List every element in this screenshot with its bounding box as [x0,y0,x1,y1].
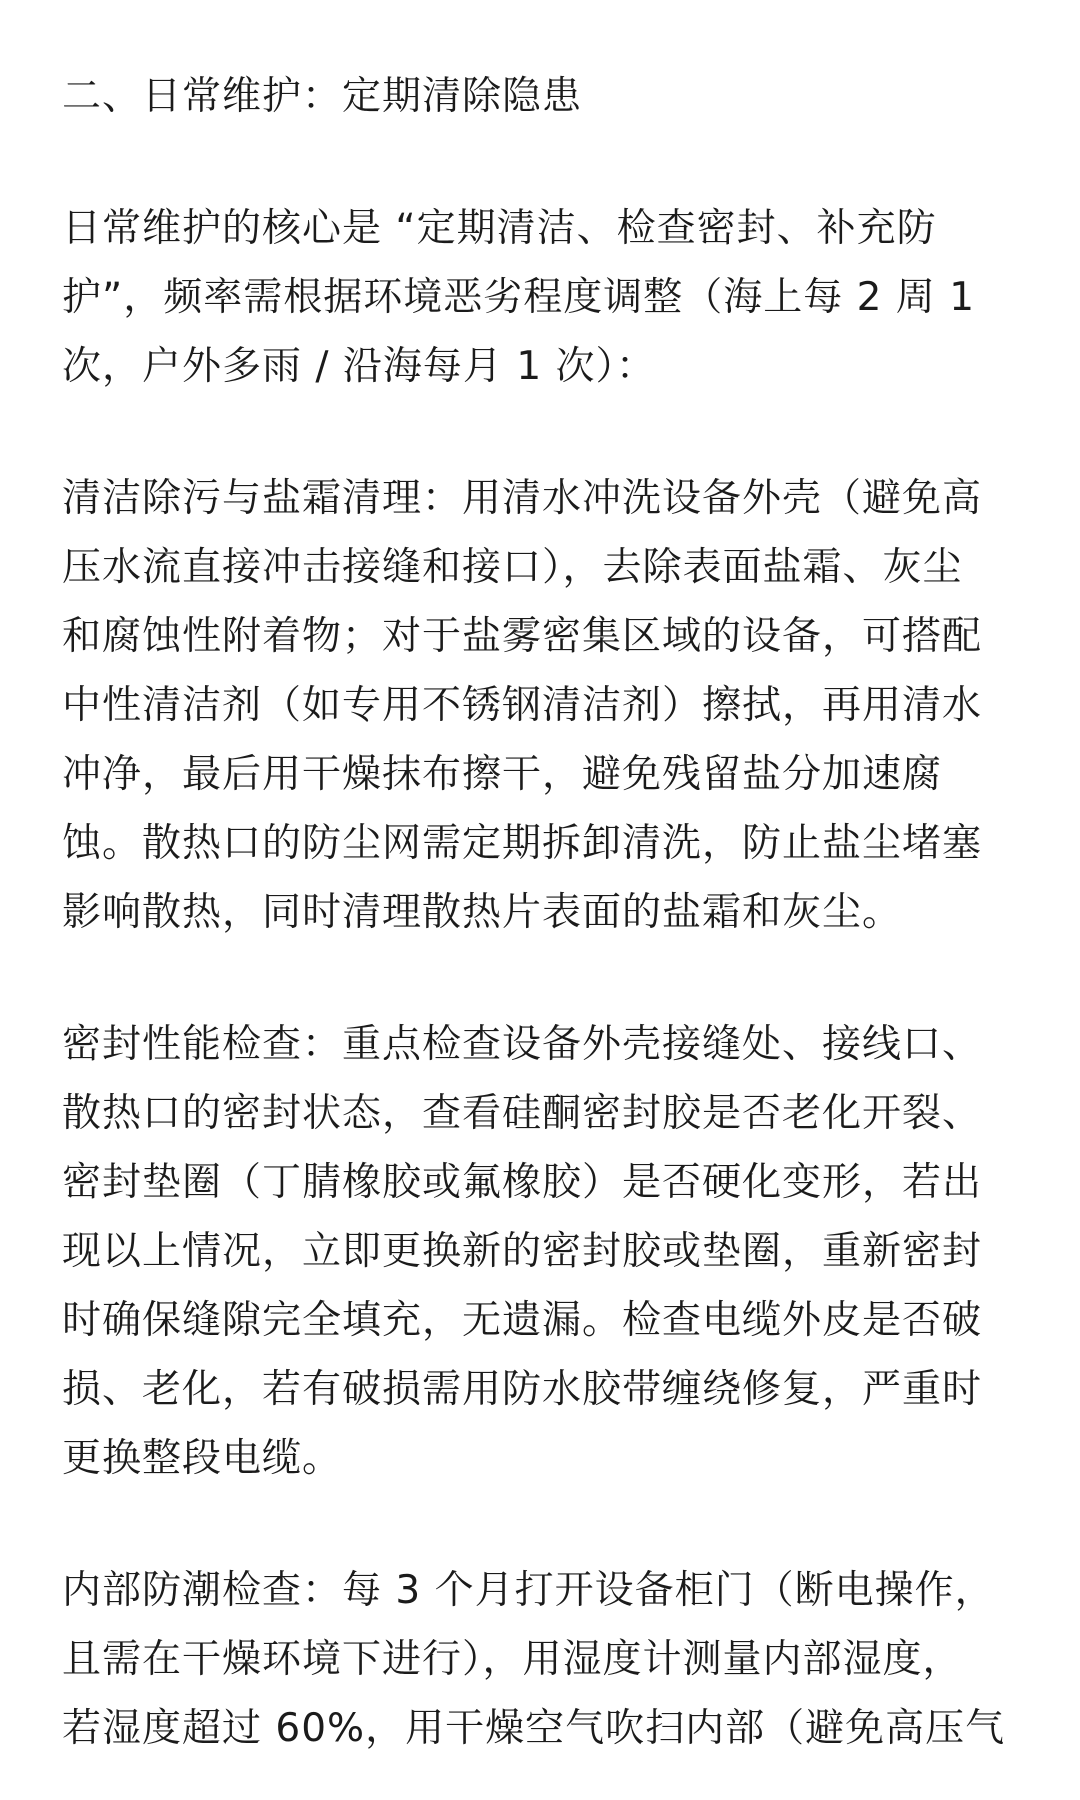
text-line: 护”，频率需根据环境恶劣程度调整（海上每 2 周 1 [62,275,976,320]
text-line: 次，户外多雨 / 沿海每月 1 次）： [62,344,657,389]
paragraph-gap [62,947,1022,1010]
section-heading [62,62,1022,131]
text-line: 内部防潮检查：每 3 个月打开设备柜门（断电操作， [62,1568,995,1613]
text-line: 清洁除污与盐霜清理：用清水冲洗设备外壳（避免高 [62,476,983,521]
text-line: 影响散热，同时清理散热片表面的盐霜和灰尘。 [62,890,903,935]
text-line: 若湿度超过 60%，用干燥空气吹扫内部（避免高压气 [62,1706,1006,1751]
text-line: 中性清洁剂（如专用不锈钢清洁剂）擦拭，再用清水 [62,683,983,728]
text-line: 日常维护的核心是 “定期清洁、检查密封、补充防 [62,206,937,251]
paragraph-gap [62,131,1022,194]
article-body [62,62,1022,1763]
text-line: 和腐蚀性附着物；对于盐雾密集区域的设备，可搭配 [62,614,983,659]
text-line: 且需在干燥环境下进行），用湿度计测量内部湿度， [62,1637,963,1682]
cleaning-paragraph [62,464,1022,947]
text-line: 现以上情况，立即更换新的密封胶或垫圈，重新密封 [62,1229,983,1274]
paragraph-gap [62,401,1022,464]
intro-paragraph [62,194,1022,401]
text-line: 压水流直接冲击接缝和接口），去除表面盐霜、灰尘 [62,545,963,590]
sealing-paragraph [62,1010,1022,1493]
paragraph-gap [62,1493,1022,1556]
text-line: 蚀。散热口的防尘网需定期拆卸清洗，防止盐尘堵塞 [62,821,983,866]
text-line: 损、老化，若有破损需用防水胶带缠绕修复，严重时 [62,1367,983,1412]
text-line: 密封垫圈（丁腈橡胶或氟橡胶）是否硬化变形，若出 [62,1160,983,1205]
text-line: 时确保缝隙完全填充，无遗漏。检查电缆外皮是否破 [62,1298,983,1343]
heading-line: 二、日常维护：定期清除隐患 [62,74,583,119]
text-line: 密封性能检查：重点检查设备外壳接缝处、接线口、 [62,1022,983,1067]
text-line: 散热口的密封状态，查看硅酮密封胶是否老化开裂、 [62,1091,983,1136]
text-line: 冲净，最后用干燥抹布擦干，避免残留盐分加速腐 [62,752,943,797]
text-line: 更换整段电缆。 [62,1436,343,1481]
moisture-paragraph [62,1556,1022,1763]
